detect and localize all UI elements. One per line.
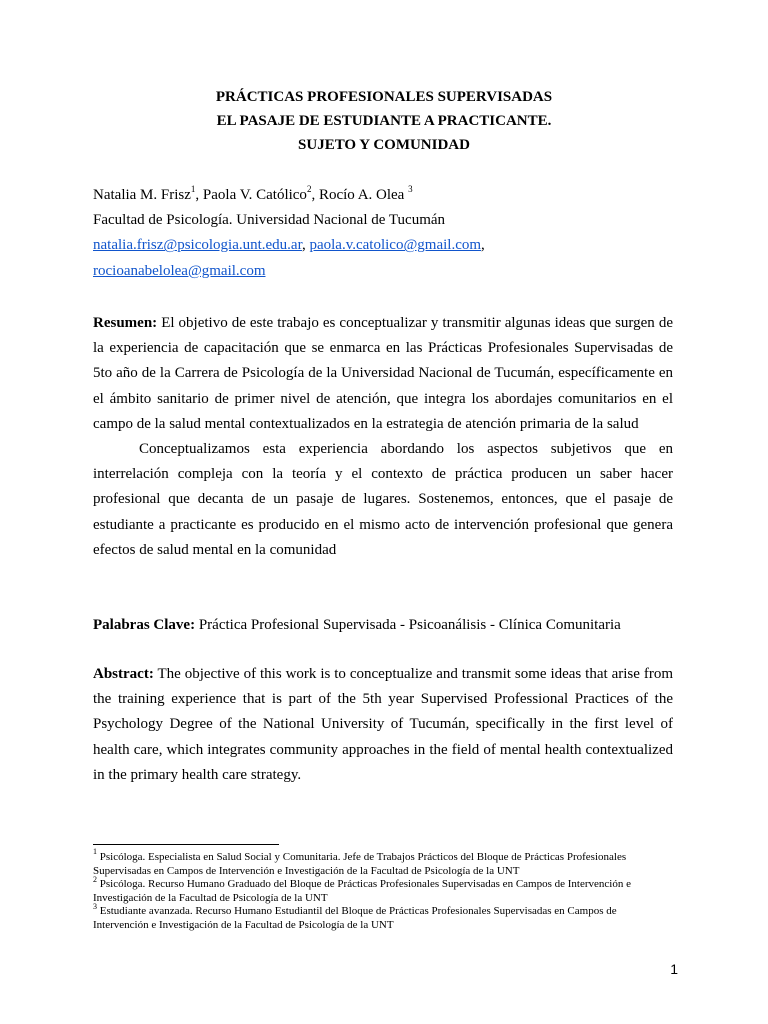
author-3-footnote-ref[interactable]: 3 (408, 184, 413, 194)
email-link-3[interactable]: rocioanabelolea@gmail.com (93, 262, 266, 279)
author-2: Paola V. Católico (202, 187, 307, 203)
title-line-3: SUJETO Y COMUNIDAD (298, 137, 470, 153)
footnote-2-text: Psicóloga. Recurso Humano Graduado del Bloque de Prácticas Profesionales Supervisadas en Campos de Intervención e Investigación de la Facultad de Psicología de la UNT (93, 878, 631, 904)
email-separator: , (481, 237, 485, 254)
affiliation: Facultad de Psicología. Universidad Nacional de Tucumán (93, 212, 446, 229)
keywords-section (93, 613, 673, 638)
author-1-footnote-ref[interactable]: 1 (190, 184, 196, 194)
authors-block (93, 183, 673, 284)
footnote-3-text: Estudiante avanzada. Recurso Humano Estudiantil del Bloque de Prácticas Profesionales Supervisadas en Campos de Intervención e Investigación de la Facultad de Psicología de la UNT (93, 905, 617, 931)
footnote-2 (93, 874, 673, 905)
page-number: 1 (670, 961, 678, 977)
resumen-text-1: El objetivo de este trabajo es conceptualizar y transmitir algunas ideas que surgen de la experiencia de capacitación que se enmarca en las Prácticas Profesionales Supervisadas de 5to año de la Carrera de Psicología de la Universidad Nacional de Tucumán, específicamente en el ámbito sanitario de primer nivel de atención, que integra los abordajes comunitarios en el campo de la salud mental contextualizados en la estrategia de atención primaria de la salud (93, 315, 673, 432)
title-line-2: EL PASAJE DE ESTUDIANTE A PRACTICANTE. (216, 113, 552, 129)
author-separator: , (311, 187, 319, 203)
keywords-text: Práctica Profesional Supervisada - Psicoanálisis - Clínica Comunitaria (195, 617, 621, 633)
abstract-label: Abstract: (93, 666, 154, 682)
email-link-1[interactable]: natalia.frisz@psicologia.unt.edu.ar (93, 237, 302, 254)
author-2-footnote-ref[interactable]: 2 (306, 184, 312, 194)
author-names (93, 183, 673, 208)
author-3: Rocío A. Olea (318, 187, 409, 203)
resumen-label: Resumen: (93, 315, 158, 331)
email-link-2[interactable]: paola.v.catolico@gmail.com (309, 237, 482, 254)
author-separator: , (195, 187, 203, 203)
resumen-paragraph-1 (93, 311, 673, 437)
footnote-3 (93, 901, 673, 932)
author-1: Natalia M. Frisz (93, 187, 191, 203)
footnote-3-number: 3 (93, 901, 97, 911)
footnotes-block (93, 847, 673, 933)
email-line-2 (93, 259, 673, 284)
footnote-1 (93, 847, 673, 878)
footnote-1-text: Psicóloga. Especialista en Salud Social y Comunitaria. Jefe de Trabajos Prácticos del Bloque de Prácticas Profesionales Supervisadas en Campos de Intervención e Investigación de la Facultad de Psicología de la UNT (93, 851, 627, 877)
footnote-divider (93, 844, 279, 845)
resumen-section (93, 311, 673, 563)
resumen-paragraph-2: Conceptualizamos esta experiencia abordando los aspectos subjetivos que en interrelación compleja con la teoría y el contexto de práctica producen un saber hacer profesional que decanta de un pasaje de lugares. Sostenemos, entonces, que el pasaje de estudiante a practicante es producido en el mismo acto de intervención profesional que genera efectos de salud mental en la comunidad (93, 441, 673, 558)
email-line-1 (93, 233, 673, 258)
abstract-section (93, 662, 673, 788)
abstract-text: The objective of this work is to conceptualize and transmit some ideas that arise from the training experience that is part of the 5th year Supervised Professional Practices of the Psychology Degree of the National University of Tucumán, specifically in the first level of health care, which integrates community approaches in the field of mental health contextualized in the primary health care strategy. (93, 666, 673, 783)
footnote-1-number: 1 (93, 847, 97, 857)
email-separator: , (301, 237, 310, 254)
title-line-1: PRÁCTICAS PROFESIONALES SUPERVISADAS (215, 89, 553, 105)
paper-title (0, 86, 768, 158)
footnote-2-number: 2 (93, 874, 97, 884)
keywords-label: Palabras Clave: (93, 617, 196, 633)
